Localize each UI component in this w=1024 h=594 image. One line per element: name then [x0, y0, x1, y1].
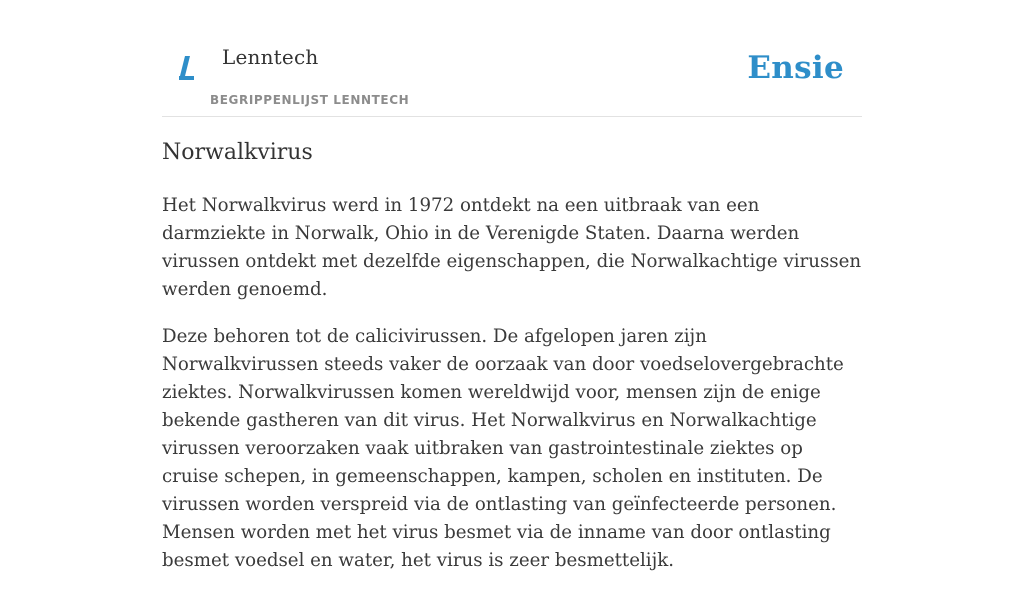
page-title: Norwalkvirus [162, 140, 313, 165]
brand-name[interactable]: Lenntech [222, 45, 319, 69]
site-logo[interactable]: Ensie [747, 50, 844, 86]
paragraph: Het Norwalkvirus werd in 1972 ontdekt na een uitbraak van een darmziekte in Norwalk, Ohio in de Verenigde Staten. Daarna werden virussen ontdekt met dezelfde eigenschappen, die Norwalkachtige virussen werden genoemd. [162, 195, 862, 300]
article-body [162, 192, 862, 594]
header [162, 0, 862, 117]
glossary-subtitle[interactable]: BEGRIPPENLIJST LENNTECH [210, 93, 410, 107]
content-container [162, 0, 862, 571]
lenntech-logo-icon[interactable] [176, 50, 198, 84]
paragraph: Deze behoren tot de calicivirussen. De afgelopen jaren zijn Norwalkvirussen steeds vaker de oorzaak van door voedselovergebrachte ziektes. Norwalkvirussen komen wereldwijd voor, mensen zijn de enige bekende gastheren van dit virus. Het Norwalkvirus en Norwalkachtige virussen veroorzaken vaak uitbraken van gastrointestinale ziektes op cruise schepen, in gemeenschappen, kampen, scholen en instituten. De virussen worden verspreid via de ontlasting van geïnfecteerde personen. Mensen worden met het virus besmet via de inname van door ontlasting besmet voedsel en water, het virus is zeer besmettelijk. [162, 326, 844, 571]
